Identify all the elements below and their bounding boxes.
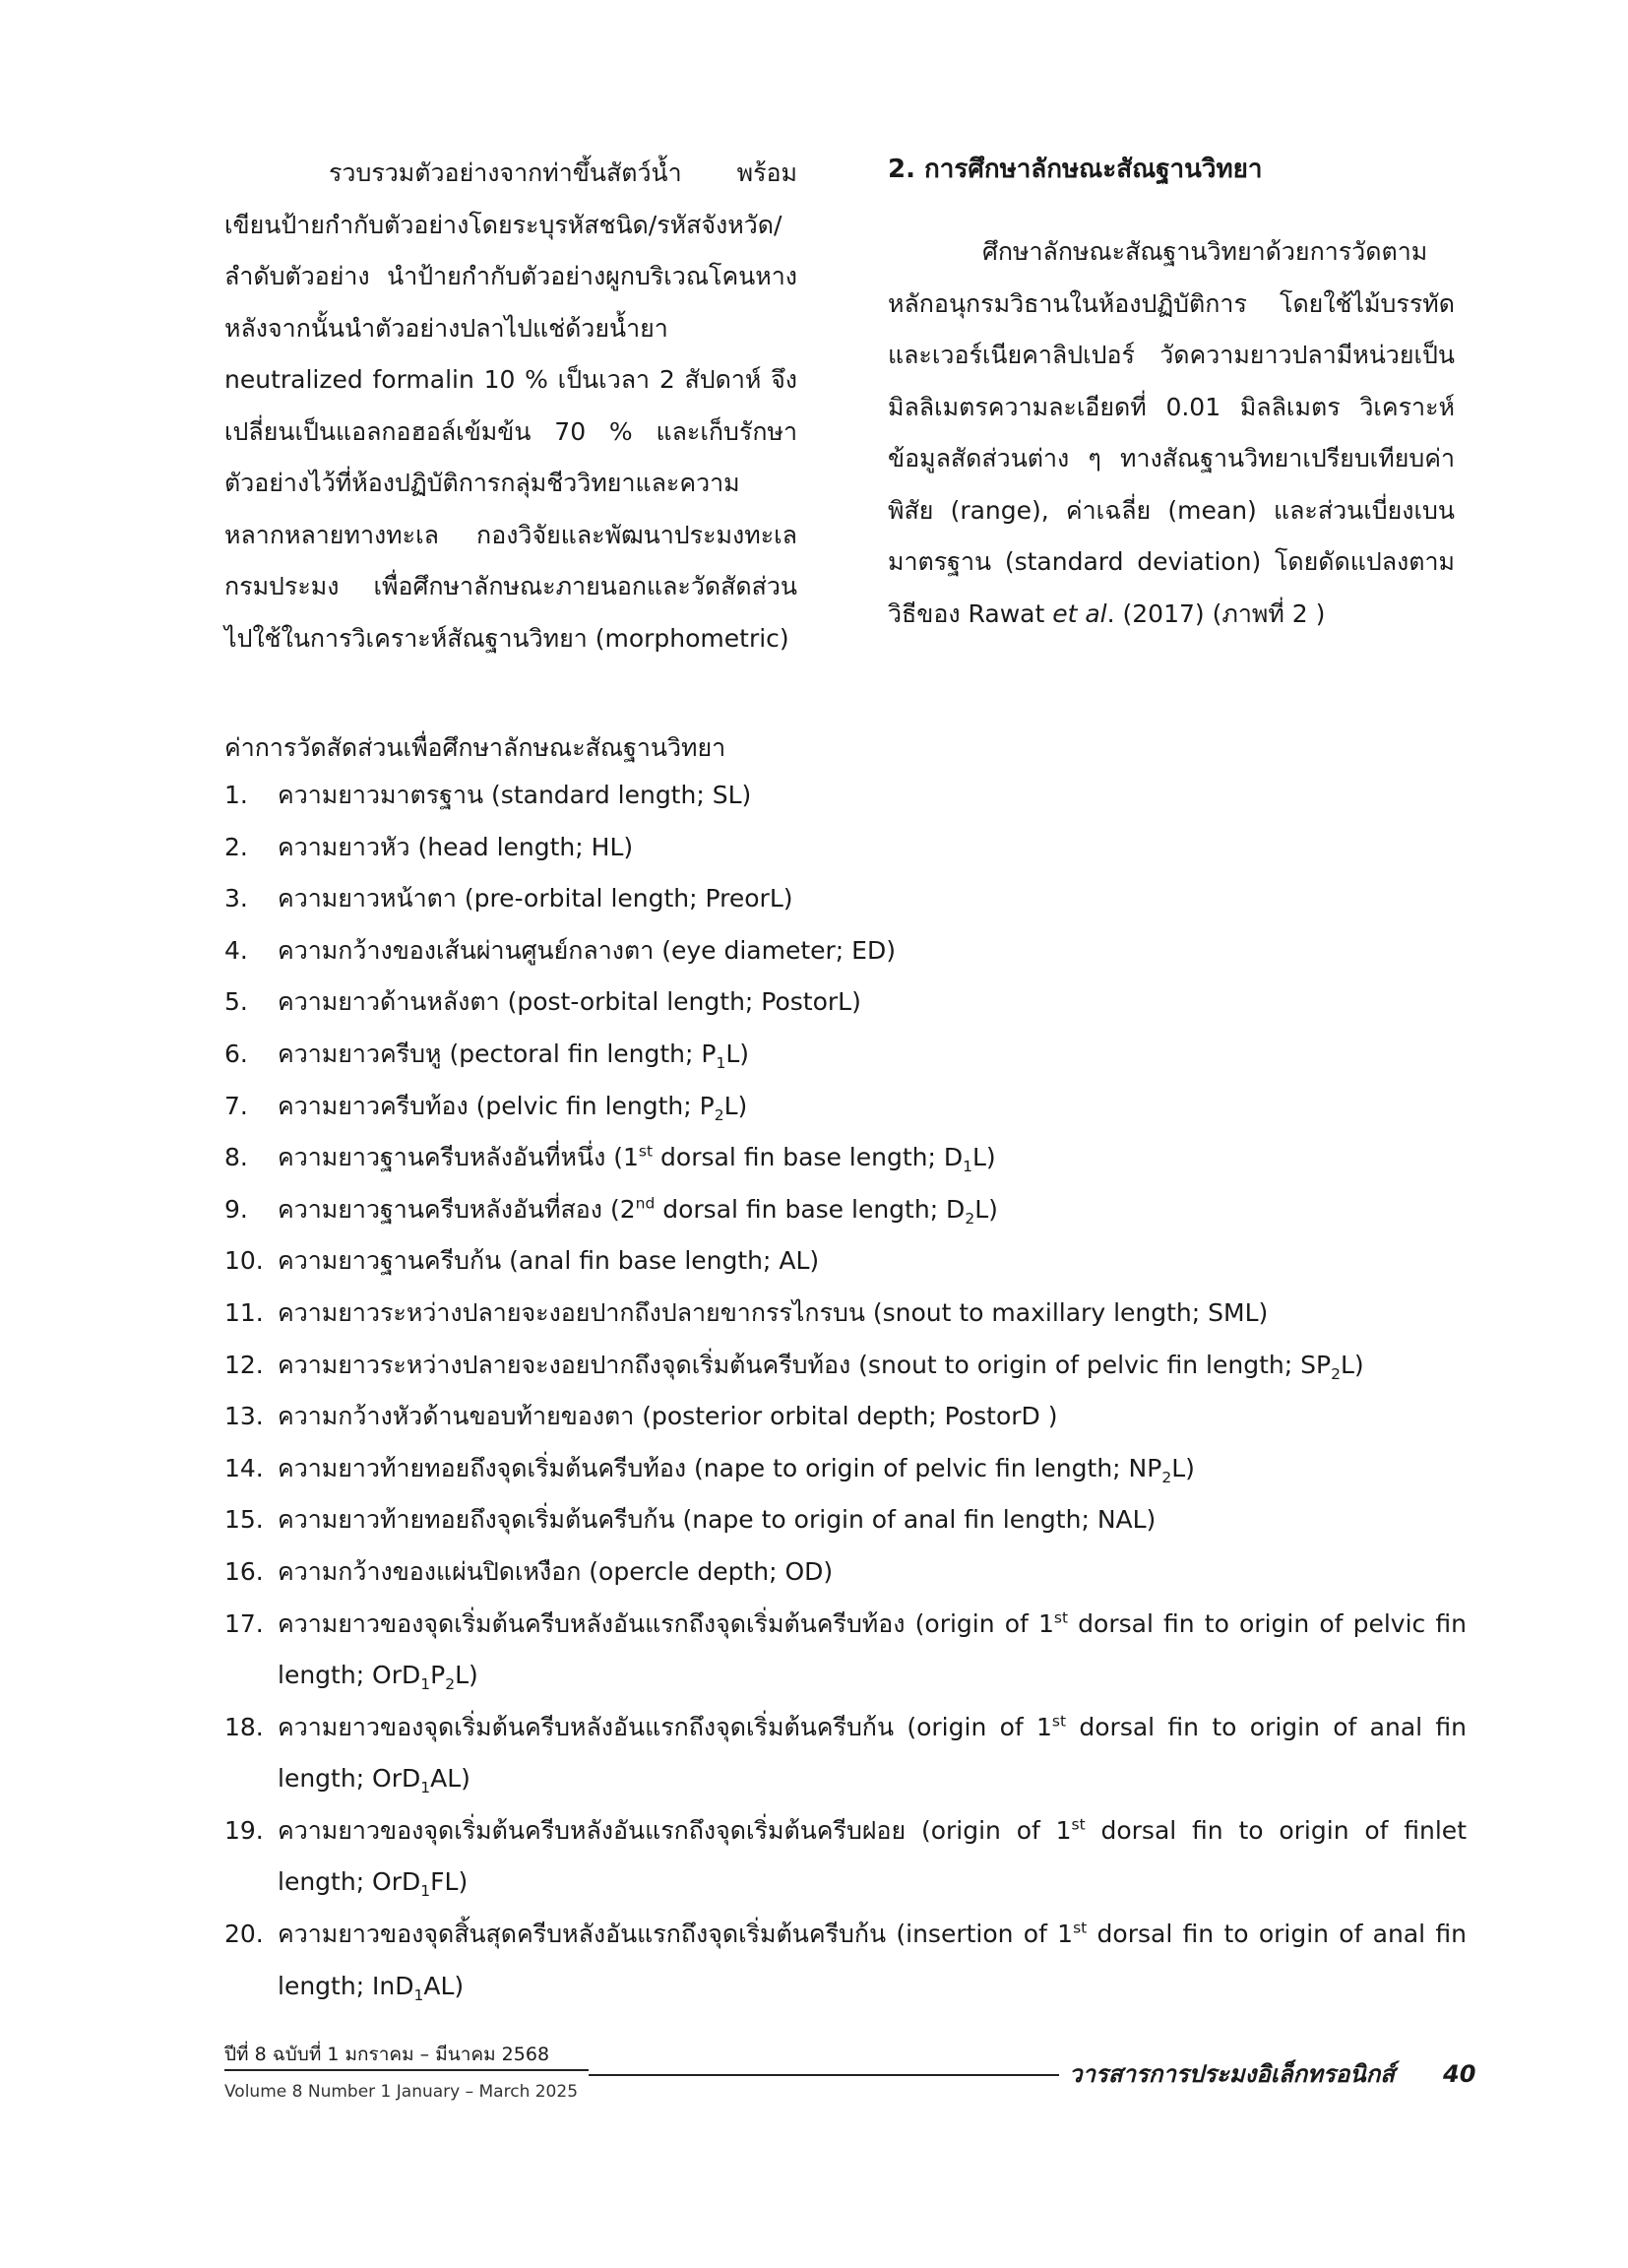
measurement-item xyxy=(224,770,1467,822)
measurement-item xyxy=(224,1546,1467,1599)
sample-collection-paragraph: รวบรวมตัวอย่างจากท่าขึ้นสัตว์น้ำ พร้อมเขียนป้ายกำกับตัวอย่างโดยระบุรหัสชนิด/รหัสจังหวัด/ลำดับตัวอย่าง นำป้ายกำกับตัวอย่างผูกบริเวณโคนหาง หลังจากนั้นนำตัวอย่างปลาไปแช่ด้วยน้ำยา neutralized formalin 10 % เป็นเวลา 2 สัปดาห์ จึงเปลี่ยนเป็นแอลกอฮอล์เข้มข้น 70 % และเก็บรักษาตัวอย่างไว้ที่ห้องปฏิบัติการกลุ่มชีววิทยาและความหลากหลายทางทะเล กองวิจัยและพัฒนาประมงทะเล กรมประมง เพื่อศึกษาลักษณะภายนอกและวัดสัดส่วนไปใช้ในการวิเคราะห์สัณฐานวิทยา (morphometric) xyxy=(224,158,797,653)
measurement-item xyxy=(224,1443,1467,1495)
measurement-item xyxy=(224,1132,1467,1184)
item-number: 1. xyxy=(224,781,248,809)
item-text: ความยาวฐานครีบหลังอันที่หนึ่ง (1st dorsal fin base length; $D_1L$) xyxy=(278,1142,996,1176)
measurement-item xyxy=(224,873,1467,925)
item-number: 19. xyxy=(224,1815,264,1845)
item-text: ความกว้างหัวด้านขอบท้ายของตา (posterior orbital depth; PostorD ) xyxy=(278,1402,1058,1431)
item-number: 15. xyxy=(224,1505,264,1535)
measurement-item xyxy=(224,1340,1467,1392)
item-text: ความยาวฐานครีบก้น (anal fin base length; AL) xyxy=(278,1246,820,1276)
item-number: 2. xyxy=(224,832,248,861)
item-number: 10. xyxy=(224,1246,264,1276)
item-number: 5. xyxy=(224,987,248,1017)
item-number: 11. xyxy=(224,1297,264,1327)
item-number: 3. xyxy=(224,884,248,914)
left-column xyxy=(224,148,797,664)
item-number: 14. xyxy=(224,1453,264,1482)
item-text: ความยาวระหว่างปลายจะงอยปากถึงจุดเริ่มต้นครีบท้อง (snout to origin of pelvic fin length; $SP_2L$) xyxy=(278,1350,1364,1383)
measurement-item xyxy=(224,1702,1467,1805)
measurement-item xyxy=(224,1235,1467,1288)
item-text: ความยาวของจุดเริ่มต้นครีบหลังอันแรกถึงจุดเริ่มต้นครีบท้อง (origin of 1st dorsal fin to origin of pelvic fin length; $OrD_1P_2L$) xyxy=(278,1608,1467,1694)
footer-journal-title: วารสารการประมงอิเล็กทรอนิกส์ xyxy=(1069,2060,1395,2088)
measurement-item xyxy=(224,1029,1467,1081)
item-text: ความยาวหน้าตา (pre-orbital length; PreorL) xyxy=(278,884,793,914)
item-text: ความยาวครีบหู (pectoral fin length; $P_1L$) xyxy=(278,1039,750,1072)
item-number: 8. xyxy=(224,1143,248,1172)
section-heading: 2. การศึกษาลักษณะสัณฐานวิทยา xyxy=(888,155,1263,184)
measurement-item xyxy=(224,976,1467,1029)
measurement-item xyxy=(224,1081,1467,1133)
item-text: ความยาวท้ายทอยถึงจุดเริ่มต้นครีบก้น (nape to origin of anal fin length; NAL) xyxy=(278,1505,1157,1535)
measurement-item xyxy=(224,925,1467,977)
footer-underline xyxy=(224,2069,589,2071)
measurement-item xyxy=(224,1909,1467,2012)
item-number: 17. xyxy=(224,1608,264,1638)
item-text: ความยาวครีบท้อง (pelvic fin length; $P_2L$) xyxy=(278,1091,748,1124)
item-number: 20. xyxy=(224,1920,264,1949)
et-al-italic: et al xyxy=(1052,598,1107,628)
measurement-item xyxy=(224,1184,1467,1236)
footer-divider-line xyxy=(589,2074,1059,2076)
measurement-list-intro: ค่าการวัดสัดส่วนเพื่อศึกษาลักษณะสัณฐานวิทยา xyxy=(224,733,726,762)
item-number: 18. xyxy=(224,1712,264,1741)
page-number: 40 xyxy=(1443,2060,1476,2088)
item-number: 9. xyxy=(224,1194,248,1224)
measurement-item xyxy=(224,1391,1467,1443)
measurement-item xyxy=(224,822,1467,874)
measurement-item xyxy=(224,1288,1467,1340)
item-text: ความยาวท้ายทอยถึงจุดเริ่มต้นครีบท้อง (nape to origin of pelvic fin length; $NP_2L$) xyxy=(278,1453,1195,1486)
footer-issue-english: Volume 8 Number 1 January – March 2025 xyxy=(224,2082,579,2102)
item-number: 13. xyxy=(224,1402,264,1431)
item-text: ความกว้างของแผ่นปิดเหงือก (opercle depth; OD) xyxy=(278,1556,834,1586)
item-text: ความยาวของจุดเริ่มต้นครีบหลังอันแรกถึงจุดเริ่มต้นครีบก้น (origin of 1st dorsal fin to origin of anal fin length; OrD$_1$AL) xyxy=(278,1712,1467,1797)
measurement-item xyxy=(224,1494,1467,1546)
right-column xyxy=(888,148,1455,640)
item-text: ความยาวมาตรฐาน (standard length; SL) xyxy=(278,781,752,809)
measurement-item xyxy=(224,1599,1467,1702)
citation-text: . (2017) (ภาพที่ 2 ) xyxy=(1106,598,1326,628)
item-number: 16. xyxy=(224,1556,264,1586)
item-text: ความกว้างของเส้นผ่านศูนย์กลางตา (eye diameter; ED) xyxy=(278,935,896,965)
morphology-method-paragraph xyxy=(888,226,1455,640)
item-text: ความยาวด้านหลังตา (post-orbital length; PostorL) xyxy=(278,987,861,1017)
footer-issue-thai: ปีที่ 8 ฉบับที่ 1 มกราคม – มีนาคม 2568 xyxy=(224,2044,550,2065)
item-text: ความยาวระหว่างปลายจะงอยปากถึงปลายขากรรไกรบน (snout to maxillary length; SML) xyxy=(278,1297,1269,1327)
item-text: ความยาวของจุดเริ่มต้นครีบหลังอันแรกถึงจุดเริ่มต้นครีบฝอย (origin of 1st dorsal fin to origin of finlet length; OrD$_1$FL) xyxy=(278,1815,1467,1901)
item-text: ความยาวหัว (head length; HL) xyxy=(278,832,634,861)
item-number: 6. xyxy=(224,1039,248,1068)
item-text: ความยาวฐานครีบหลังอันที่สอง (2nd dorsal fin base length; $D_2L$) xyxy=(278,1194,998,1228)
item-number: 12. xyxy=(224,1350,264,1379)
measurement-item xyxy=(224,1805,1467,1909)
item-number: 4. xyxy=(224,935,248,965)
method-text: ศึกษาลักษณะสัณฐานวิทยาด้วยการวัดตามหลักอนุกรมวิธานในห้องปฏิบัติการ โดยใช้ไม้บรรทัด และเวอร์เนียคาลิปเปอร์ วัดความยาวปลามีหน่วยเป็นมิลลิเมตรความละเอียดที่ 0.01 มิลลิเมตร วิเคราะห์ข้อมูลสัดส่วนต่าง ๆ ทางสัณฐานวิทยาเปรียบเทียบค่าพิสัย (range), ค่าเฉลี่ย (mean) และส่วนเบี่ยงเบนมาตรฐาน (standard deviation) โดยดัดแปลงตามวิธีของ Rawat xyxy=(888,237,1455,628)
measurement-list xyxy=(224,770,1467,2012)
item-text: ความยาวของจุดสิ้นสุดครีบหลังอันแรกถึงจุดเริ่มต้นครีบก้น (insertion of 1st dorsal fin to origin of anal fin length; InD$_1$AL) xyxy=(278,1919,1467,2004)
item-number: 7. xyxy=(224,1091,248,1120)
